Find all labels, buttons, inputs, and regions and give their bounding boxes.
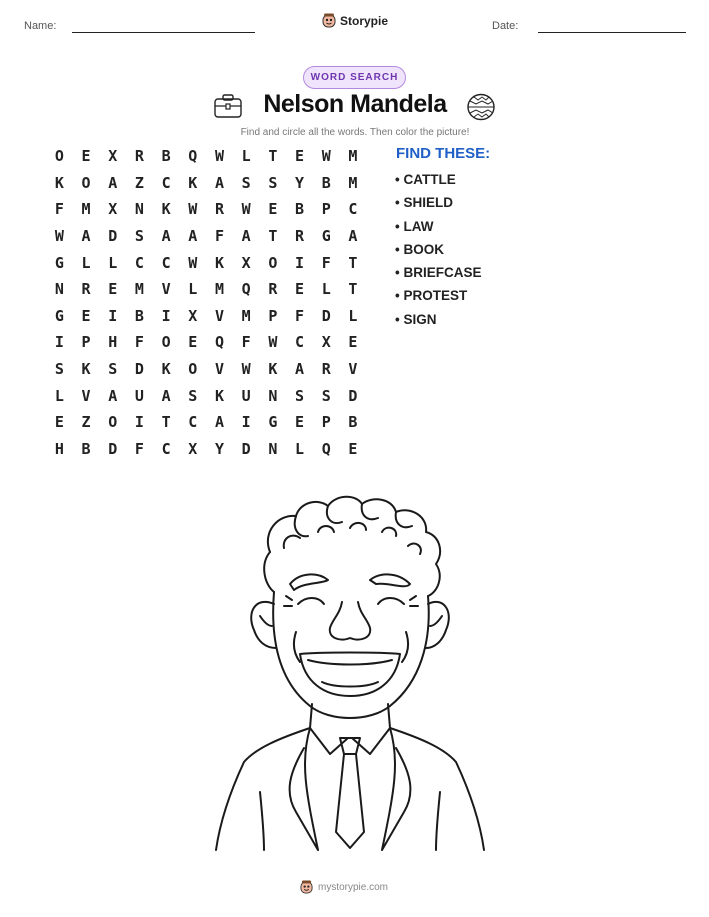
brand-logo bbox=[322, 13, 388, 29]
grid-letter[interactable]: L bbox=[295, 439, 305, 458]
grid-letter[interactable]: R bbox=[295, 227, 305, 246]
grid-letter[interactable]: B bbox=[81, 439, 91, 458]
grid-letter[interactable]: Y bbox=[214, 439, 224, 458]
grid-letter[interactable]: I bbox=[295, 253, 305, 272]
grid-letter[interactable]: E bbox=[54, 413, 64, 432]
grid-letter[interactable]: M bbox=[81, 200, 91, 219]
grid-letter[interactable]: Q bbox=[214, 333, 224, 352]
grid-letter[interactable]: X bbox=[108, 200, 118, 219]
grid-letter[interactable]: W bbox=[241, 360, 251, 379]
grid-letter[interactable]: L bbox=[108, 253, 118, 272]
grid-letter[interactable]: W bbox=[268, 333, 278, 352]
grid-letter[interactable]: R bbox=[81, 280, 91, 299]
shield-icon bbox=[466, 93, 496, 121]
word-search-badge: WORD SEARCH bbox=[303, 66, 406, 89]
grid-letter[interactable]: D bbox=[321, 306, 331, 325]
grid-letter[interactable]: I bbox=[108, 306, 118, 325]
grid-letter[interactable]: A bbox=[241, 227, 251, 246]
grid-letter[interactable]: B bbox=[348, 413, 358, 432]
grid-letter[interactable]: I bbox=[54, 333, 64, 352]
grid-letter[interactable]: X bbox=[241, 253, 251, 272]
grid-letter[interactable]: V bbox=[348, 360, 358, 379]
grid-letter[interactable]: K bbox=[54, 173, 64, 192]
word-list-item: • LAW bbox=[395, 218, 434, 234]
grid-letter[interactable]: F bbox=[134, 439, 144, 458]
grid-letter[interactable]: O bbox=[54, 147, 64, 166]
grid-letter[interactable]: C bbox=[134, 253, 144, 272]
grid-letter[interactable]: D bbox=[241, 439, 251, 458]
grid-letter[interactable]: C bbox=[188, 413, 198, 432]
word-list bbox=[395, 170, 481, 333]
grid-letter[interactable]: E bbox=[268, 200, 278, 219]
grid-letter[interactable]: E bbox=[81, 306, 91, 325]
grid-letter[interactable]: Y bbox=[295, 173, 305, 192]
grid-letter[interactable]: L bbox=[241, 147, 251, 166]
grid-letter[interactable]: S bbox=[108, 360, 118, 379]
grid-letter[interactable]: G bbox=[54, 253, 64, 272]
grid-letter[interactable]: D bbox=[348, 386, 358, 405]
grid-letter[interactable]: N bbox=[54, 280, 64, 299]
storypie-mascot-icon bbox=[322, 13, 336, 29]
grid-letter[interactable]: T bbox=[348, 280, 358, 299]
grid-letter[interactable]: S bbox=[54, 360, 64, 379]
grid-letter[interactable]: E bbox=[295, 147, 305, 166]
grid-letter[interactable]: E bbox=[348, 333, 358, 352]
word-list-item: • SHIELD bbox=[395, 195, 453, 211]
grid-letter[interactable]: E bbox=[295, 280, 305, 299]
grid-letter[interactable]: S bbox=[134, 227, 144, 246]
grid-letter[interactable]: S bbox=[295, 386, 305, 405]
grid-letter[interactable]: E bbox=[108, 280, 118, 299]
grid-letter[interactable]: B bbox=[161, 147, 171, 166]
grid-letter[interactable]: Q bbox=[188, 147, 198, 166]
grid-letter[interactable]: H bbox=[108, 333, 118, 352]
grid-letter[interactable]: B bbox=[321, 173, 331, 192]
letter-grid bbox=[46, 143, 366, 462]
grid-letter[interactable]: I bbox=[161, 306, 171, 325]
grid-letter[interactable]: W bbox=[188, 200, 198, 219]
grid-letter[interactable]: G bbox=[268, 413, 278, 432]
grid-letter[interactable]: Q bbox=[241, 280, 251, 299]
grid-letter[interactable]: K bbox=[161, 200, 171, 219]
grid-letter[interactable]: P bbox=[81, 333, 91, 352]
name-field[interactable] bbox=[72, 32, 255, 33]
find-these-heading: FIND THESE: bbox=[396, 145, 491, 162]
grid-letter[interactable]: M bbox=[348, 173, 358, 192]
grid-letter[interactable]: V bbox=[161, 280, 171, 299]
grid-letter[interactable]: W bbox=[54, 227, 64, 246]
grid-letter[interactable]: C bbox=[295, 333, 305, 352]
grid-letter[interactable]: S bbox=[188, 386, 198, 405]
grid-letter[interactable]: T bbox=[348, 253, 358, 272]
grid-letter[interactable]: F bbox=[134, 333, 144, 352]
grid-letter[interactable]: W bbox=[321, 147, 331, 166]
grid-letter[interactable]: F bbox=[241, 333, 251, 352]
grid-letter[interactable]: C bbox=[348, 200, 358, 219]
grid-letter[interactable]: A bbox=[188, 227, 198, 246]
grid-letter[interactable]: A bbox=[161, 386, 171, 405]
grid-letter[interactable]: U bbox=[241, 386, 251, 405]
grid-letter[interactable]: G bbox=[54, 306, 64, 325]
grid-letter[interactable]: V bbox=[81, 386, 91, 405]
grid-letter[interactable]: P bbox=[321, 200, 331, 219]
grid-letter[interactable]: I bbox=[241, 413, 251, 432]
grid-letter[interactable]: P bbox=[321, 413, 331, 432]
grid-letter[interactable]: D bbox=[108, 227, 118, 246]
grid-letter[interactable]: H bbox=[54, 439, 64, 458]
grid-letter[interactable]: F bbox=[295, 306, 305, 325]
name-label: Name: bbox=[24, 20, 57, 32]
grid-letter[interactable]: T bbox=[268, 147, 278, 166]
grid-letter[interactable]: K bbox=[268, 360, 278, 379]
grid-letter[interactable]: K bbox=[188, 173, 198, 192]
grid-letter[interactable]: A bbox=[348, 227, 358, 246]
grid-letter[interactable]: K bbox=[214, 253, 224, 272]
grid-letter[interactable]: R bbox=[268, 280, 278, 299]
grid-letter[interactable]: B bbox=[295, 200, 305, 219]
grid-letter[interactable]: I bbox=[134, 413, 144, 432]
grid-letter[interactable]: X bbox=[188, 439, 198, 458]
grid-letter[interactable]: L bbox=[321, 280, 331, 299]
grid-letter[interactable]: N bbox=[268, 439, 278, 458]
grid-letter[interactable]: L bbox=[348, 306, 358, 325]
grid-letter[interactable]: K bbox=[214, 386, 224, 405]
word-list-item: • BRIEFCASE bbox=[395, 265, 482, 281]
grid-letter[interactable]: O bbox=[268, 253, 278, 272]
grid-letter[interactable]: R bbox=[214, 200, 224, 219]
grid-letter[interactable]: C bbox=[161, 439, 171, 458]
grid-letter[interactable]: Z bbox=[81, 413, 91, 432]
grid-letter[interactable]: X bbox=[321, 333, 331, 352]
brand-name: Storypie bbox=[340, 14, 389, 28]
grid-letter[interactable]: E bbox=[295, 413, 305, 432]
grid-letter[interactable]: V bbox=[214, 306, 224, 325]
grid-letter[interactable]: A bbox=[214, 173, 224, 192]
grid-letter[interactable]: A bbox=[108, 173, 118, 192]
grid-letter[interactable]: A bbox=[81, 227, 91, 246]
word-list-item: • SIGN bbox=[395, 311, 437, 327]
grid-letter[interactable]: K bbox=[81, 360, 91, 379]
grid-letter[interactable]: E bbox=[348, 439, 358, 458]
storypie-mascot-icon bbox=[300, 880, 313, 895]
grid-letter[interactable]: B bbox=[134, 306, 144, 325]
grid-letter[interactable]: O bbox=[161, 333, 171, 352]
grid-letter[interactable]: V bbox=[214, 360, 224, 379]
grid-letter[interactable]: M bbox=[134, 280, 144, 299]
date-field[interactable] bbox=[538, 32, 686, 33]
grid-letter[interactable]: O bbox=[108, 413, 118, 432]
grid-letter[interactable]: A bbox=[161, 227, 171, 246]
grid-letter[interactable]: C bbox=[161, 253, 171, 272]
footer-url[interactable]: mystorypie.com bbox=[318, 882, 389, 893]
grid-letter[interactable]: M bbox=[348, 147, 358, 166]
grid-letter[interactable]: K bbox=[161, 360, 171, 379]
grid-letter[interactable]: D bbox=[108, 439, 118, 458]
grid-letter[interactable]: L bbox=[54, 386, 64, 405]
grid-letter[interactable]: A bbox=[214, 413, 224, 432]
grid-letter[interactable]: Z bbox=[134, 173, 144, 192]
grid-letter[interactable]: M bbox=[214, 280, 224, 299]
date-label: Date: bbox=[492, 20, 519, 32]
word-list-item: • CATTLE bbox=[395, 172, 456, 187]
grid-letter[interactable]: O bbox=[188, 360, 198, 379]
grid-letter[interactable]: F bbox=[321, 253, 331, 272]
grid-letter[interactable]: L bbox=[188, 280, 198, 299]
grid-letter[interactable]: R bbox=[321, 360, 331, 379]
grid-letter[interactable]: O bbox=[81, 173, 91, 192]
grid-letter[interactable]: M bbox=[241, 306, 251, 325]
word-list-item: • BOOK bbox=[395, 241, 444, 257]
page-title: Nelson Mandela bbox=[263, 90, 447, 118]
grid-letter[interactable]: C bbox=[161, 173, 171, 192]
grid-letter[interactable]: L bbox=[81, 253, 91, 272]
instructions-text: Find and circle all the words. Then color the picture! bbox=[240, 127, 470, 138]
grid-letter[interactable]: X bbox=[108, 147, 118, 166]
grid-letter[interactable]: A bbox=[295, 360, 305, 379]
grid-letter[interactable]: S bbox=[241, 173, 251, 192]
grid-letter[interactable]: F bbox=[54, 200, 64, 219]
grid-letter[interactable]: N bbox=[134, 200, 144, 219]
grid-letter[interactable]: E bbox=[188, 333, 198, 352]
smiling-man-coloring-illustration bbox=[200, 492, 510, 852]
grid-letter[interactable]: G bbox=[321, 227, 331, 246]
grid-letter[interactable]: N bbox=[268, 386, 278, 405]
grid-letter[interactable]: W bbox=[188, 253, 198, 272]
grid-letter[interactable]: Q bbox=[321, 439, 331, 458]
grid-letter[interactable]: T bbox=[268, 227, 278, 246]
grid-letter[interactable]: D bbox=[134, 360, 144, 379]
grid-letter[interactable]: W bbox=[214, 147, 224, 166]
grid-letter[interactable]: S bbox=[268, 173, 278, 192]
grid-letter[interactable]: S bbox=[321, 386, 331, 405]
grid-letter[interactable]: T bbox=[161, 413, 171, 432]
footer bbox=[300, 880, 388, 895]
grid-letter[interactable]: E bbox=[81, 147, 91, 166]
grid-letter[interactable]: W bbox=[241, 200, 251, 219]
grid-letter[interactable]: X bbox=[188, 306, 198, 325]
word-list-item: • PROTEST bbox=[395, 288, 468, 304]
grid-letter[interactable]: R bbox=[134, 147, 144, 166]
grid-letter[interactable]: U bbox=[134, 386, 144, 405]
grid-letter[interactable]: F bbox=[214, 227, 224, 246]
grid-letter[interactable]: P bbox=[268, 306, 278, 325]
grid-letter[interactable]: A bbox=[108, 386, 118, 405]
